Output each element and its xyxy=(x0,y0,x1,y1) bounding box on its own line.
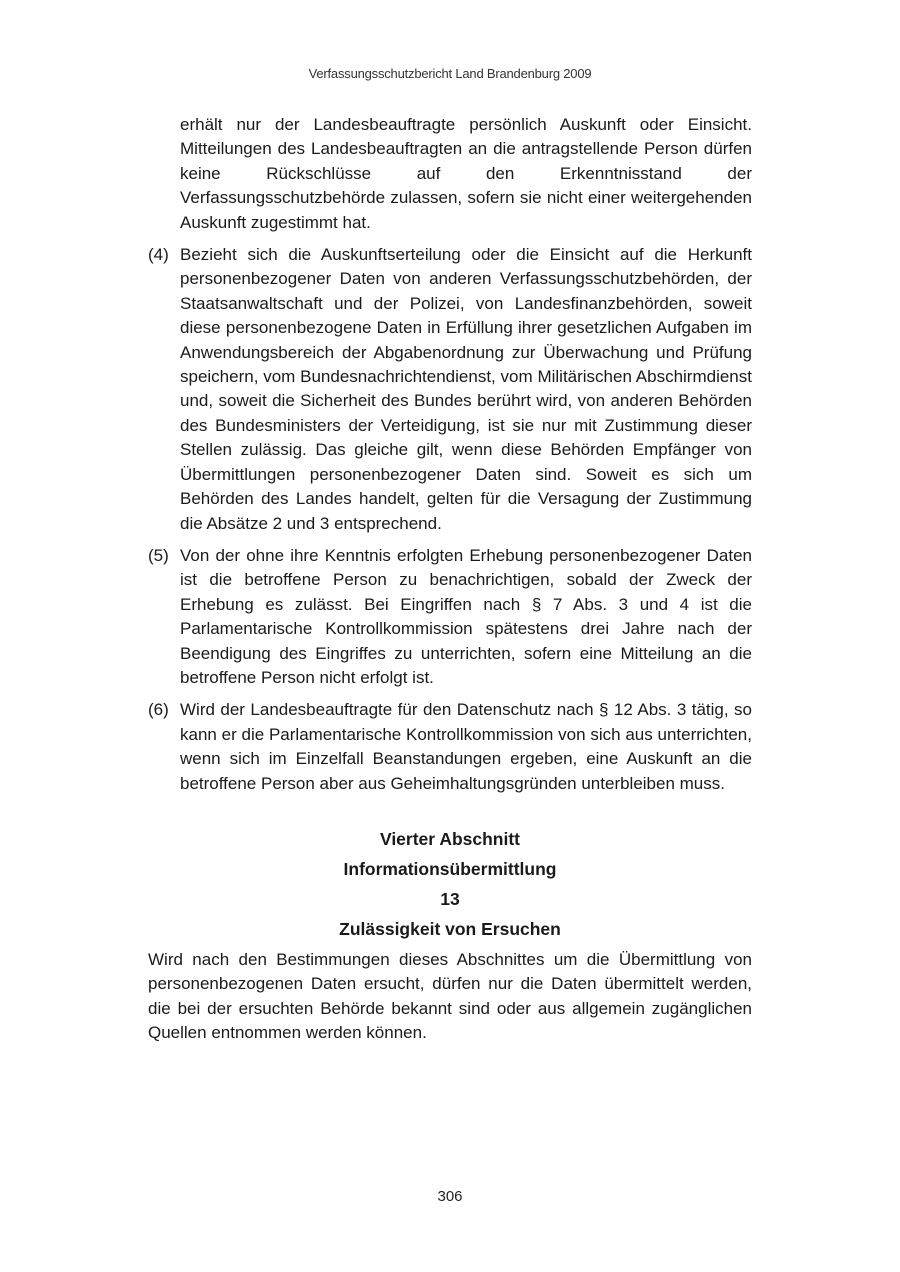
paragraph-text: Bezieht sich die Auskunftserteilung oder die Einsicht auf die Herkunft personenbezogener Daten von anderen Verfassungsschutzbehörden, der Staatsanwaltschaft und der Polizei, von Landesfinanzbehörden, soweit diese personenbezogene Daten in Erfüllung ihrer gesetzlichen Aufgaben im Anwendungsbereich der Abgabenordnung zur Überwachung und Prüfung speichern, vom Bundesnachrichtendienst, vom Militärischen Abschirmdienst und, soweit die Sicherheit des Bundes berührt wird, von anderen Behörden des Bundesministers der Verteidigung, ist sie nur mit Zustimmung dieser Stellen zulässig. Das gleiche gilt, wenn diese Behörden Empfänger von Übermittlungen personenbezogener Daten sind. Soweit es sich um Behörden des Landes handelt, gelten für die Versagung der Zustimmung die Absätze 2 und 3 entsprechend. xyxy=(180,245,752,533)
article-title: Zulässigkeit von Ersuchen xyxy=(339,918,561,939)
paragraph-text: Wird der Landesbeauftragte für den Datenschutz nach § 12 Abs. 3 tätig, so kann er die Parlamentarische Kontrollkommission von sich aus unterrichten, wenn sich im Einzelfall Beanstandungen ergeben, eine Auskunft an die betroffene Person aber aus Geheimhaltungsgründen unterbleiben muss. xyxy=(180,700,752,793)
paragraph-number: (6) xyxy=(148,700,169,720)
running-header: Verfassungsschutzbericht Land Brandenburg 2009 xyxy=(308,66,592,81)
paragraph-number: (5) xyxy=(148,545,169,565)
article-number: 13 xyxy=(440,888,460,909)
paragraph-text: Von der ohne ihre Kenntnis erfolgten Erhebung personenbezogener Daten ist die betroffene Person zu benachrichtigen, sobald der Zweck der Erhebung es zulässt. Bei Eingriffen nach § 7 Abs. 3 und 4 ist die Parlamentarische Kontrollkommission spätestens drei Jahre nach der Beendigung des Eingriffes zu unterrichten, sofern eine Mitteilung an die betroffene Person nicht erfolgt ist. xyxy=(180,545,752,687)
body-text xyxy=(148,113,752,1063)
page-number: 306 xyxy=(437,1188,463,1205)
closing-paragraph: Wird nach den Bestimmungen dieses Abschnittes um die Übermittlung von personenbezogenen Daten ersucht, dürfen nur die Daten übermittelt werden, die bei der ersuchten Behörde bekannt sind oder aus allgemein zugänglichen Quellen entnommen werden können. xyxy=(148,949,752,1043)
chapter-title: Informationsübermittlung xyxy=(343,858,557,879)
continuation-paragraph: erhält nur der Landesbeauftragte persönlich Auskunft oder Einsicht. Mitteilungen des Landesbeauftragten an die antragstellende Person dürfen keine Rückschlüsse auf den Erkenntnisstand der Verfassungsschutzbehörde zulassen, sofern sie nicht einer weitergehenden Auskunft zugestimmt hat. xyxy=(180,115,752,232)
numbered-paragraph-4 xyxy=(148,243,752,536)
paragraph-number: (4) xyxy=(148,245,169,265)
numbered-paragraph-5 xyxy=(148,544,752,690)
numbered-paragraph-6 xyxy=(148,698,752,796)
chapter-heading: Vierter Abschnitt xyxy=(379,828,521,849)
section-heading-block xyxy=(148,824,752,944)
